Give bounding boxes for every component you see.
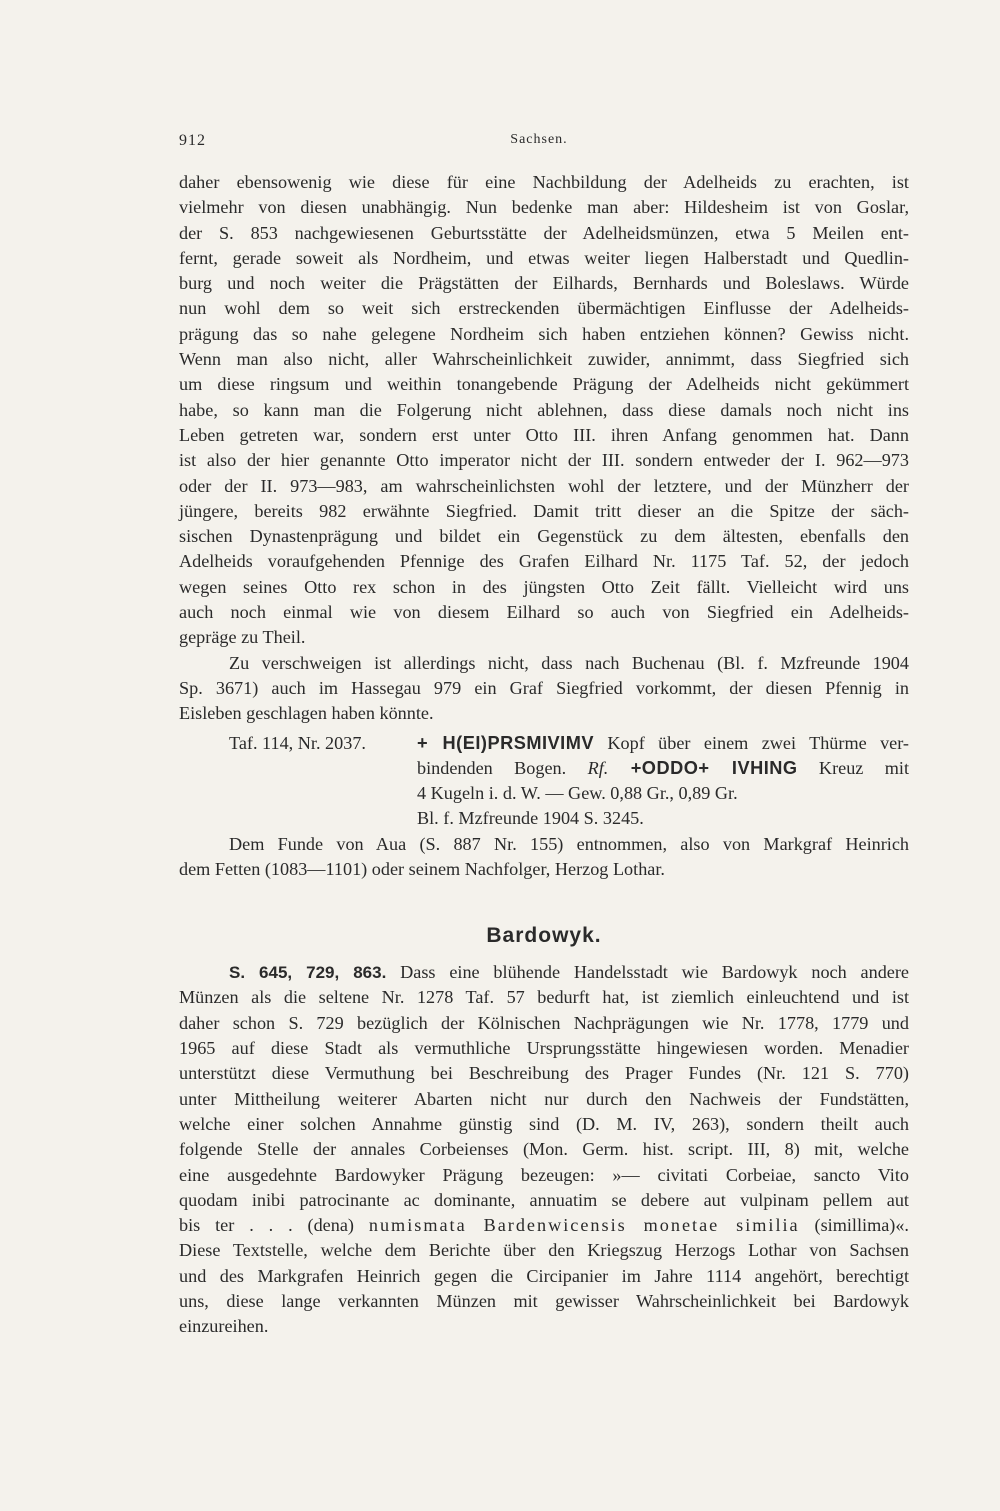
text-line	[179, 1213, 909, 1238]
coin-line	[417, 756, 909, 781]
text-line: uns, diese lange verkannten Münzen mit gewisser Wahrscheinlichkeit bei Bardowyk	[179, 1290, 909, 1311]
text-line: unterstützt diese Vermuthung bei Beschreibung des Prager Fundes (Nr. 121 S. 770)	[179, 1063, 909, 1084]
page-references: S. 645, 729, 863.	[229, 963, 387, 983]
text-line: Adelheids voraufgehenden Pfennige des Grafen Eilhard Nr. 1175 Taf. 52, der jedoch	[179, 551, 909, 572]
text-line: jüngere, bereits 982 erwähnte Siegfried. Damit tritt dieser an die Spitze der säch-	[179, 500, 909, 521]
text-line: Wenn man also nicht, aller Wahrscheinlichkeit zuwider, annimmt, dass Siegfried sich	[179, 349, 909, 370]
text-line: eine ausgedehnte Bardowyker Prägung bezeugen: »— civitati Corbeiae, sancto Vito	[179, 1164, 909, 1185]
page-body	[179, 170, 909, 1340]
text-line: gepräge zu Theil.	[179, 627, 306, 648]
paragraph-bardowyk	[179, 960, 909, 1339]
text-line: prägung das so nahe gelegene Nordheim sich haben entziehen können? Gewiss nicht.	[179, 323, 909, 344]
obverse-text: Kopf über einem zwei Thürme ver-	[594, 732, 909, 753]
text-line: Diese Textstelle, welche dem Berichte über den Kriegszug Herzogs Lothar von Sachsen	[179, 1240, 909, 1261]
text-line: oder der II. 973—983, am wahrscheinlichsten wohl der letztere, und der Münzherr der	[179, 475, 909, 496]
text-line: Münzen als die seltene Nr. 1278 Taf. 57 bedurft hat, ist ziemlich einleuchtend und ist	[179, 987, 909, 1008]
coin-weight: 4 Kugeln i. d. W. — Gew. 0,88 Gr., 0,89 Gr.	[417, 783, 738, 804]
section-heading: Bardowyk.	[486, 924, 602, 948]
reverse-legend: +ODDO+ IVHING	[608, 757, 798, 778]
running-head: Sachsen.	[510, 132, 568, 147]
text-line: um diese ringsum und weithin tonangebende Prägung der Adelheids nicht gekümmert	[179, 374, 909, 395]
paragraph-buchenau	[179, 651, 909, 727]
text-line: habe, so kann man die Folgerung nicht ablehnen, dass diese damals noch nicht ins	[179, 399, 909, 420]
text-line: auch noch einmal wie von diesem Eilhard so auch von Siegfried ein Adelheids-	[179, 602, 909, 623]
text-line	[179, 960, 909, 985]
paragraph-fund-aua	[179, 832, 909, 883]
obverse-legend: + H(EI)PRSMIVIMV	[417, 732, 595, 753]
coin-line	[417, 731, 909, 756]
coin-description	[417, 731, 909, 832]
text-line-start: bis ter . . . (dena)	[179, 1215, 369, 1236]
text-line: Dem Funde von Aua (S. 887 Nr. 155) entnommen, also von Markgraf Heinrich	[229, 833, 909, 854]
reverse-text: bindenden Bogen.	[417, 757, 588, 778]
text-line: einzureihen.	[179, 1316, 269, 1337]
text-line: Sp. 3671) auch im Hassegau 979 ein Graf Siegfried vorkommt, der diesen Pfennig in	[179, 677, 909, 698]
text-line: sischen Dynastenprägung und bildet ein Gegenstück zu dem ältesten, ebenfalls den	[179, 526, 909, 547]
text-line: und des Markgrafen Heinrich gegen die Circipanier im Jahre 1114 angehört, berechtigt	[179, 1265, 909, 1286]
text-line: burg und noch weiter die Prägstätten der Eilhards, Bernhards und Boleslaws. Würde	[179, 273, 909, 294]
text-line: Eisleben geschlagen haben könnte.	[179, 703, 434, 724]
text-line: quodam inibi patrocinante ac dominante, annuatim se debere aut vulpinam pellem aut	[179, 1189, 909, 1210]
text-line-rest: Dass eine blühende Handelsstadt wie Bardowyk noch andere	[386, 962, 909, 983]
text-line: 1965 auf diese Stadt als vermuthliche Ursprungsstätte hingewiesen worden. Menadier	[179, 1038, 909, 1059]
page-number: 912	[179, 132, 206, 149]
coin-bibliography: Bl. f. Mzfreunde 1904 S. 3245.	[417, 808, 644, 829]
coin-plate-reference: Taf. 114, Nr. 2037.	[229, 732, 366, 753]
text-line: unter Mittheilung weiterer Abarten nicht nur durch den Nachweis der Fundstätten,	[179, 1088, 909, 1109]
text-line: folgende Stelle der annales Corbeienses (Mon. Germ. hist. script. III, 8) mit, welche	[179, 1139, 909, 1160]
text-line: fernt, gerade soweit als Nordheim, und etwas weiter liegen Halberstadt und Quedlin-	[179, 247, 909, 268]
text-line: welche einer solchen Annahme günstig sind (D. M. IV, 263), sondern theilt auch	[179, 1113, 909, 1134]
text-line: daher ebensowenig wie diese für eine Nachbildung der Adelheids zu erachten, ist	[179, 172, 909, 192]
text-line: Zu verschweigen ist allerdings nicht, dass nach Buchenau (Bl. f. Mzfreunde 1904	[229, 652, 909, 673]
text-line: ist also der hier genannte Otto imperator nicht der III. sondern entweder der I. 962—973	[179, 450, 909, 471]
page-header	[179, 132, 909, 154]
text-line: nun wohl dem so weit sich erstreckenden übermächtigen Einflusse der Adelheids-	[179, 298, 909, 319]
text-line-end: (simillima)«.	[799, 1215, 909, 1236]
text-line: vielmehr von diesen unabhängig. Nun bedenke man aber: Hildesheim ist von Goslar,	[179, 197, 909, 218]
latin-quote-spaced: numismata Bardenwicensis monetae similia	[368, 1215, 800, 1236]
text-line: daher schon S. 729 bezüglich der Kölnischen Nachprägungen wie Nr. 1778, 1779 und	[179, 1012, 909, 1033]
paragraph-siegfried	[179, 170, 909, 651]
text-line: Leben getreten war, sondern erst unter Otto III. ihren Anfang genommen hat. Dann	[179, 424, 909, 445]
coin-entry	[179, 731, 909, 832]
text-line: dem Fetten (1083—1101) oder seinem Nachfolger, Herzog Lothar.	[179, 858, 665, 879]
reverse-text-2: Kreuz mit	[797, 757, 910, 778]
reverse-abbrev: Rf.	[587, 757, 609, 778]
text-line: wegen seines Otto rex schon in des jüngsten Otto Zeit fällt. Vielleicht wird uns	[179, 576, 909, 597]
text-line: der S. 853 nachgewiesenen Geburtsstätte der Adelheidsmünzen, etwa 5 Meilen ent-	[179, 222, 909, 243]
